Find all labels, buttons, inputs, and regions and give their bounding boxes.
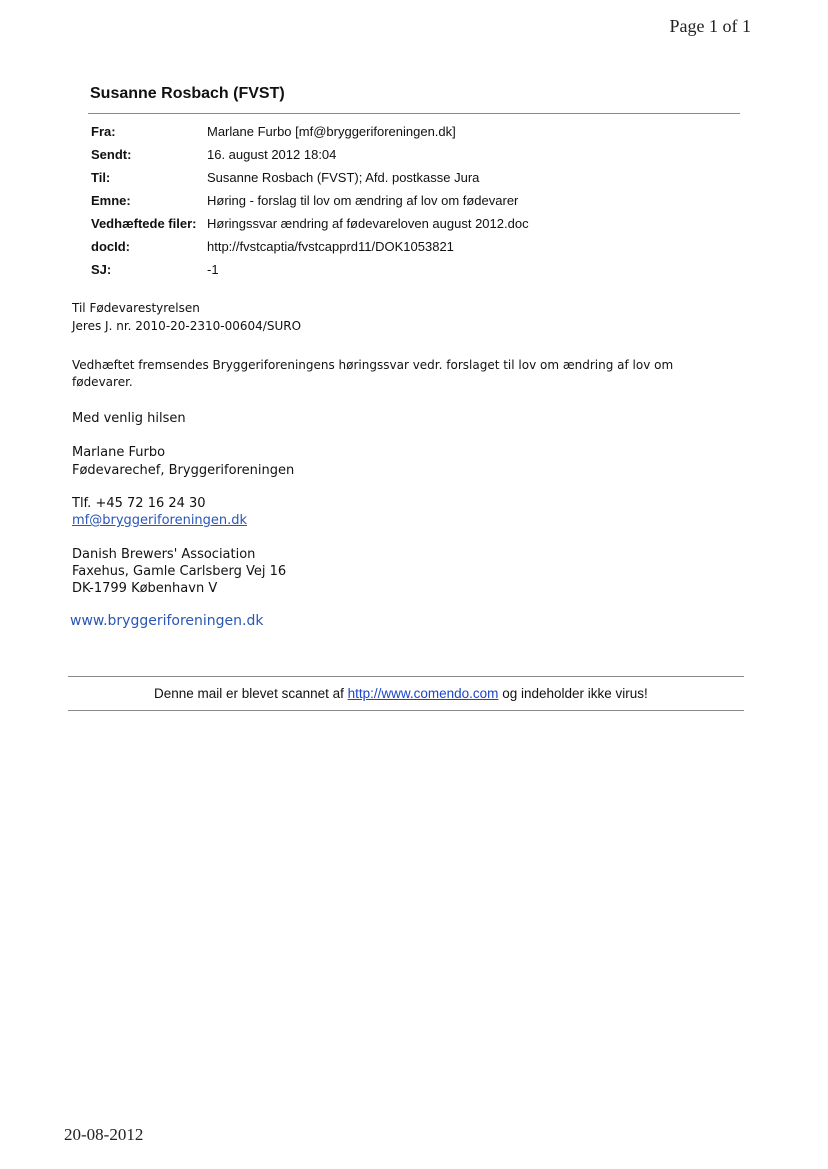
header-key: docId:	[91, 239, 130, 254]
header-row-docid	[91, 235, 529, 258]
header-row-subject	[91, 189, 529, 212]
header-key: Vedhæftede filer:	[91, 216, 197, 231]
header-row-from	[91, 120, 529, 143]
reference-line: Jeres J. nr. 2010-20-2310-00604/SURO	[72, 319, 302, 333]
header-row-to	[91, 166, 529, 189]
header-value: -1	[207, 262, 219, 277]
page-number: Page 1 of 1	[669, 16, 751, 36]
email-headers	[91, 120, 529, 281]
header-value: Susanne Rosbach (FVST); Afd. postkasse Jura	[207, 170, 480, 185]
header-value: Høringssvar ændring af fødevareloven august 2012.doc	[207, 216, 529, 231]
scan-divider-bottom	[68, 710, 744, 711]
header-divider	[88, 113, 740, 114]
header-key: Til:	[91, 170, 111, 185]
header-value: http://fvstcaptia/fvstcapprd11/DOK1053821	[207, 239, 454, 254]
signature-title: Fødevarechef, Bryggeriforeningen	[72, 463, 295, 478]
sender-name: Susanne Rosbach (FVST)	[90, 85, 285, 102]
address-line: Faxehus, Gamle Carlsberg Vej 16	[72, 564, 287, 579]
scan-notice-suffix: og indeholder ikke virus!	[498, 686, 648, 701]
header-value: Marlane Furbo [mf@bryggeriforeningen.dk]	[207, 124, 456, 139]
phone-number: Tlf. +45 72 16 24 30	[72, 496, 206, 511]
scanner-link[interactable]: http://www.comendo.com	[347, 686, 499, 701]
header-row-sent	[91, 143, 529, 166]
scan-notice	[154, 686, 648, 701]
recipient-line: Til Fødevarestyrelsen	[72, 301, 200, 315]
signature-name: Marlane Furbo	[72, 445, 166, 460]
header-key: Emne:	[91, 193, 131, 208]
header-row-sj	[91, 258, 529, 281]
header-value: 16. august 2012 18:04	[207, 147, 337, 162]
website-link[interactable]: www.bryggeriforeningen.dk	[70, 613, 264, 629]
scan-divider-top	[68, 676, 744, 677]
header-key: Fra:	[91, 124, 116, 139]
message-line: fødevarer.	[72, 375, 133, 389]
footer-date: 20-08-2012	[64, 1125, 144, 1144]
header-key: Sendt:	[91, 147, 132, 162]
scan-notice-prefix: Denne mail er blevet scannet af	[154, 686, 348, 701]
header-key: SJ:	[91, 262, 112, 277]
header-value: Høring - forslag til lov om ændring af lov om fødevarer	[207, 193, 519, 208]
organization-name: Danish Brewers' Association	[72, 547, 256, 562]
closing-text: Med venlig hilsen	[72, 411, 186, 426]
address-line: DK-1799 København V	[72, 581, 218, 596]
message-line: Vedhæftet fremsendes Bryggeriforeningens høringssvar vedr. forslaget til lov om ændring af lov om	[72, 358, 674, 372]
email-link[interactable]: mf@bryggeriforeningen.dk	[72, 513, 248, 528]
header-row-attachments	[91, 212, 529, 235]
